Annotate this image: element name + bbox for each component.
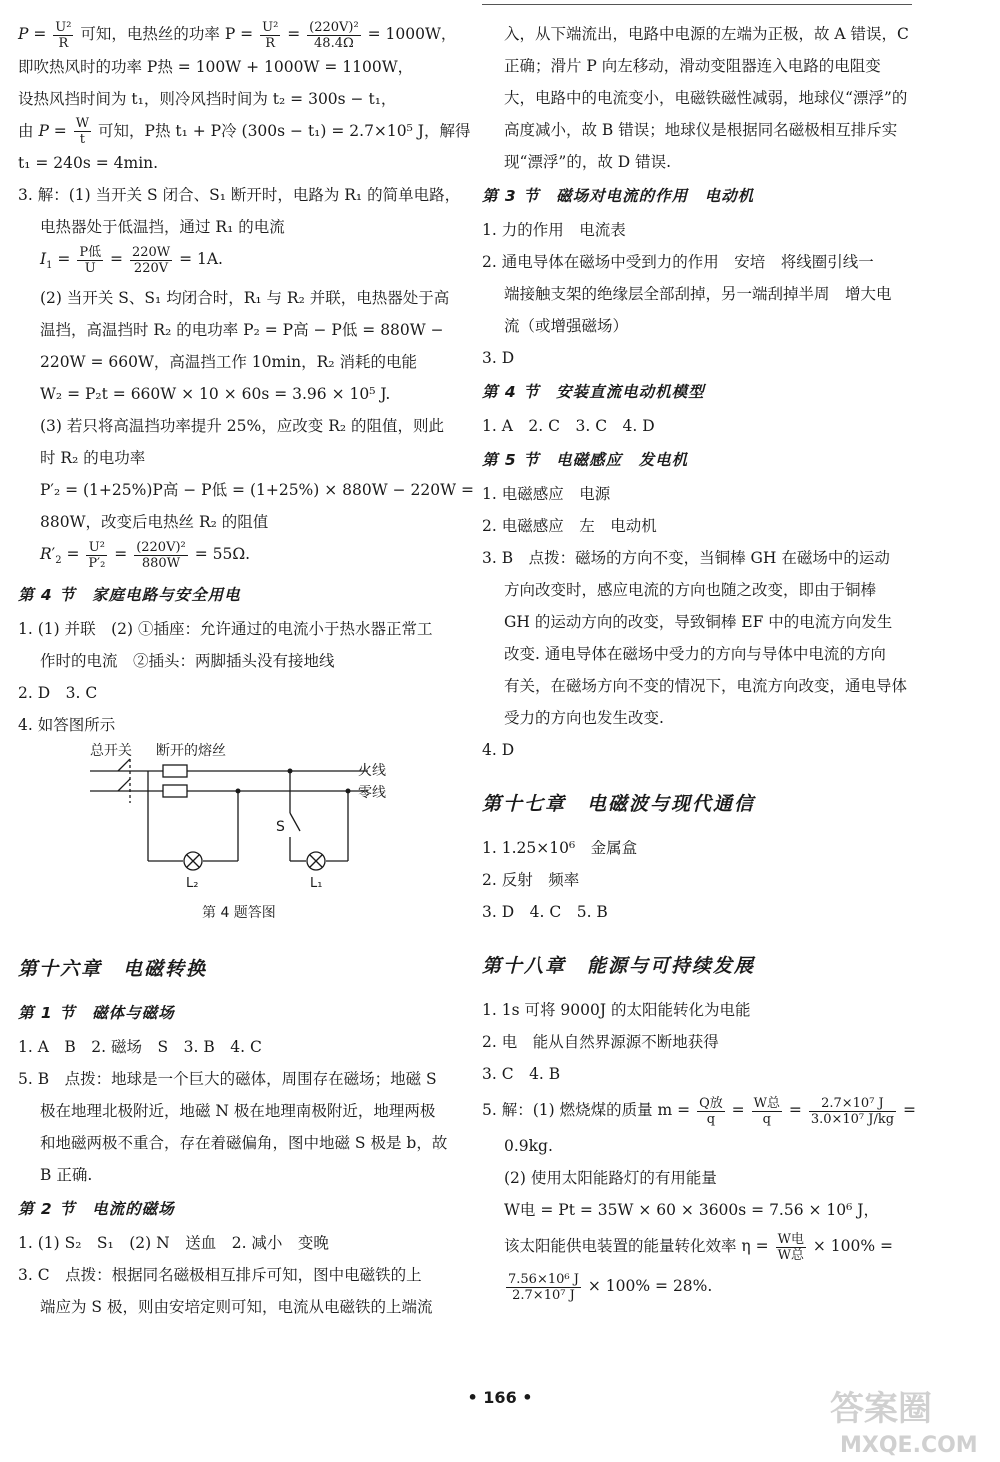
label-l1: L₁ bbox=[310, 876, 323, 892]
text-line: W₂ = P₂t = 660W × 10 × 60s = 3.96 × 10⁵ J. bbox=[40, 385, 391, 404]
figure-caption: 第 4 题答图 bbox=[202, 905, 276, 922]
text-line: 改变. 通电导体在磁场中受力的方向与导体中电流的方向 bbox=[504, 645, 886, 663]
text-line: $I_1$ = $\frac{\text{P低}}{U}$ = $\frac{220W}{220V}$ = 1A. bbox=[40, 244, 223, 276]
text-line: 1. 力的作用 电流表 bbox=[482, 221, 626, 239]
label-broken-fuse: 断开的熔丝 bbox=[156, 743, 226, 760]
fraction: $\frac{\text{W总}}{q}$ bbox=[753, 1095, 780, 1127]
text-line: 5. B 点拨：地球是一个巨大的磁体，周围存在磁场；地磁 S bbox=[18, 1070, 437, 1089]
text-line: 2. 通电导体在磁场中受到力的作用 安培 将线圈引线一 bbox=[482, 253, 874, 271]
text-line: 该太阳能供电装置的能量转化效率 η = $\frac{\text{W电}}{\text{W总}}$ × 100% = bbox=[504, 1231, 894, 1263]
text-line: 1. A B 2. 磁场 S 3. B 4. C bbox=[18, 1038, 262, 1057]
label-neutral: 零线 bbox=[358, 785, 386, 802]
watermark-logo bbox=[820, 1380, 990, 1460]
fraction: $\frac{\text{W电}}{\text{W总}}$ bbox=[777, 1231, 804, 1263]
text-line: 1. A 2. C 3. C 4. D bbox=[482, 417, 655, 435]
text-line: 即吹热风时的功率 P热 = 100W + 1000W = 1100W， bbox=[18, 57, 414, 76]
text-line: 1. 电磁感应 电源 bbox=[482, 485, 611, 503]
fraction: $\frac{\text{P低}}{U}$ bbox=[79, 244, 102, 276]
text-line: 5. 解：(1) 燃烧煤的质量 m = $\frac{\text{Q放}}{q}$ = $\frac{\text{W总}}{q}$ = $\frac{\text{2.7×10⁷ J}}{\text{3.0×10⁷ J/kg}}$ = bbox=[482, 1095, 916, 1127]
fraction: $\frac{\text{U²}}{R}$ bbox=[262, 19, 279, 51]
text-line: 温挡，高温挡时 R₂ 的电功率 P₂ = P高 − P低 = 880W − bbox=[40, 321, 444, 340]
fraction: $\frac{\text{2.7×10⁷ J}}{\text{3.0×10⁷ J/kg}}$ bbox=[810, 1095, 895, 1127]
text-line: 0.9kg. bbox=[504, 1137, 553, 1155]
text-line: (3) 若只将高温挡功率提升 25%，应改变 R₂ 的阻值，则此 bbox=[40, 417, 445, 436]
header-rule bbox=[482, 4, 912, 5]
text-line: 1. 1.25×10⁶ 金属盒 bbox=[482, 839, 638, 857]
text-line: 由 P = $\frac{W}{t}$ 可知，P热 t₁ + P冷 (300s − t₁) = 2.7×10⁵ J，解得 bbox=[18, 116, 471, 147]
main-switch-blade bbox=[118, 759, 130, 771]
text-line: 1. (1) 并联 (2) ①插座：允许通过的电流小于热水器正常工 bbox=[18, 620, 433, 639]
text-line: 3. D 4. C 5. B bbox=[482, 903, 608, 921]
text-line: 电热器处于低温挡，通过 R₁ 的电流 bbox=[40, 218, 285, 236]
circuit-svg bbox=[18, 741, 458, 931]
section-heading: 第 3 节 磁场对电流的作用 电动机 bbox=[482, 187, 755, 205]
text-line: t₁ = 240s = 4min. bbox=[18, 154, 159, 172]
text-line: 正确；滑片 P 向左移动，滑动变阻器连入电路的电阻变 bbox=[504, 57, 881, 75]
fraction: $\frac{\text{(220V)²}}{880W}$ bbox=[136, 539, 186, 571]
page-number: • 166 • bbox=[467, 1388, 533, 1407]
section-heading: 第 1 节 磁体与磁场 bbox=[18, 1004, 175, 1023]
fraction: $\frac{\text{7.56×10⁶ J}}{\text{2.7×10⁷ J}}$ bbox=[508, 1271, 579, 1303]
section-heading: 第 2 节 电流的磁场 bbox=[18, 1200, 175, 1219]
text-line: W电 = Pt = 35W × 60 × 3600s = 7.56 × 10⁶ J， bbox=[504, 1201, 880, 1219]
section-heading: 第 5 节 电磁感应 发电机 bbox=[482, 451, 689, 469]
text-line: 方向改变时，感应电流的方向也随之改变，即由于铜棒 bbox=[504, 581, 877, 599]
text-line: 入，从下端流出，电路中电源的左端为正极，故 A 错误，C bbox=[504, 25, 909, 43]
text-line: 1. 1s 可将 9000J 的太阳能转化为电能 bbox=[482, 1001, 751, 1019]
fraction: $\frac{W}{t}$ bbox=[75, 116, 90, 147]
fuse-broken bbox=[163, 765, 187, 777]
label-s: S bbox=[276, 819, 285, 836]
label-main-switch: 总开关 bbox=[90, 743, 132, 760]
text-line: 3. C 点拨：根据同名磁极相互排斥可知，图中电磁铁的上 bbox=[18, 1266, 422, 1285]
text-line: 3. 解：(1) 当开关 S 闭合、S₁ 断开时，电路为 R₁ 的简单电路， bbox=[18, 186, 461, 204]
text-line: 4. D bbox=[482, 741, 515, 759]
text-line: 端应为 S 极，则由安培定则可知，电流从电磁铁的上端流 bbox=[40, 1298, 433, 1317]
label-live: 火线 bbox=[358, 763, 386, 780]
label-l2: L₂ bbox=[186, 876, 199, 892]
svg-text:答案圈: 答案圈 bbox=[830, 1389, 932, 1429]
text-line: 3. B 点拨：磁场的方向不变，当铜棒 GH 在磁场中的运动 bbox=[482, 549, 890, 567]
text-line: 受力的方向也发生改变. bbox=[504, 709, 664, 727]
text-line: (2) 当开关 S、S₁ 均闭合时，R₁ 与 R₂ 并联，电热器处于高 bbox=[40, 289, 450, 308]
fraction: $\frac{\text{U²}}{R}$ bbox=[55, 19, 72, 51]
text-line: 流（或增强磁场） bbox=[504, 317, 629, 335]
text-line: 2. 电 能从自然界源源不断地获得 bbox=[482, 1033, 719, 1051]
text-line: P = $\frac{\text{U²}}{R}$ 可知，电热丝的功率 P = $\frac{\text{U²}}{R}$ = $\frac{\text{(220V)²}}{48.4\Omega}$ = 1000W， bbox=[18, 19, 457, 51]
text-line: 设热风挡时间为 t₁，则冷风挡时间为 t₂ = 300s − t₁， bbox=[18, 89, 397, 108]
text-line: $\frac{\text{7.56×10⁶ J}}{\text{2.7×10⁷ J}}$ × 100% = 28%. bbox=[508, 1271, 713, 1303]
text-line: 2. 电磁感应 左 电动机 bbox=[482, 517, 657, 535]
fraction: $\frac{\text{(220V)²}}{48.4\Omega}$ bbox=[309, 19, 359, 51]
text-line: 880W，改变后电热丝 R₂ 的阻值 bbox=[40, 513, 269, 532]
left-column bbox=[18, 18, 474, 1323]
text-line: 极在地理北极附近，地磁 N 极在地理南极附近，地理两极 bbox=[40, 1102, 436, 1121]
fraction: $\frac{\text{Q放}}{q}$ bbox=[699, 1095, 723, 1127]
text-line: 有关，在磁场方向不变的情况下，电流方向改变，通电导体 bbox=[504, 677, 908, 695]
right-column bbox=[482, 18, 922, 1306]
text-line: 作时的电流 ②插头：两脚插头没有接地线 bbox=[40, 652, 335, 671]
text-line: 3. C 4. B bbox=[482, 1065, 561, 1083]
circuit-diagram bbox=[18, 741, 458, 931]
chapter-heading: 第十六章 电磁转换 bbox=[18, 958, 208, 981]
chapter-heading: 第十七章 电磁波与现代通信 bbox=[482, 793, 756, 815]
text-line: 现“漂浮”的，故 D 错误. bbox=[504, 153, 672, 171]
fraction: $\frac{\text{U²}}{\text{P′₂}}$ bbox=[88, 539, 106, 571]
text-line: 4. 如答图所示 bbox=[18, 716, 116, 735]
text-line: 大，电路中的电流变小，电磁铁磁性减弱，地球仪“漂浮”的 bbox=[504, 89, 908, 107]
main-switch-blade bbox=[118, 779, 130, 791]
text-line: 3. D bbox=[482, 349, 515, 367]
fuse bbox=[163, 785, 187, 797]
section-heading: 第 4 节 家庭电路与安全用电 bbox=[18, 586, 241, 605]
text-line: 端接触支架的绝缘层全部刮掉，另一端刮掉半周 增大电 bbox=[504, 285, 892, 303]
switch-s-blade bbox=[290, 813, 300, 831]
text-line: 时 R₂ 的电功率 bbox=[40, 449, 146, 468]
text-line: 高度减小，故 B 错误；地球仪是根据同名磁极相互排斥实 bbox=[504, 121, 898, 139]
text-line: 和地磁两极不重合，存在着磁偏角，图中地磁 S 极是 b，故 bbox=[40, 1134, 448, 1153]
text-line: (2) 使用太阳能路灯的有用能量 bbox=[504, 1169, 717, 1187]
svg-text:MXQE.COM: MXQE.COM bbox=[840, 1433, 978, 1458]
text-line: 1. (1) S₂ S₁ (2) N 送血 2. 减小 变晚 bbox=[18, 1234, 329, 1253]
text-line: 2. 反射 频率 bbox=[482, 871, 580, 889]
text-line: B 正确. bbox=[40, 1166, 93, 1185]
text-line: GH 的运动方向的改变，导致铜棒 EF 中的电流方向发生 bbox=[504, 613, 893, 631]
text-line: $R'_2$ = $\frac{\text{U²}}{\text{P′₂}}$ = $\frac{\text{(220V)²}}{880W}$ = 55Ω. bbox=[40, 539, 251, 571]
fraction: $\frac{220W}{220V}$ bbox=[131, 244, 171, 276]
chapter-heading: 第十八章 能源与可持续发展 bbox=[482, 955, 756, 977]
section-heading: 第 4 节 安装直流电动机模型 bbox=[482, 383, 705, 401]
text-line: 220W = 660W，高温挡工作 10min，R₂ 消耗的电能 bbox=[40, 353, 417, 372]
text-line: 2. D 3. C bbox=[18, 684, 98, 703]
text-line: P′₂ = (1+25%)P高 − P低 = (1+25%) × 880W − 220W = bbox=[40, 481, 474, 500]
